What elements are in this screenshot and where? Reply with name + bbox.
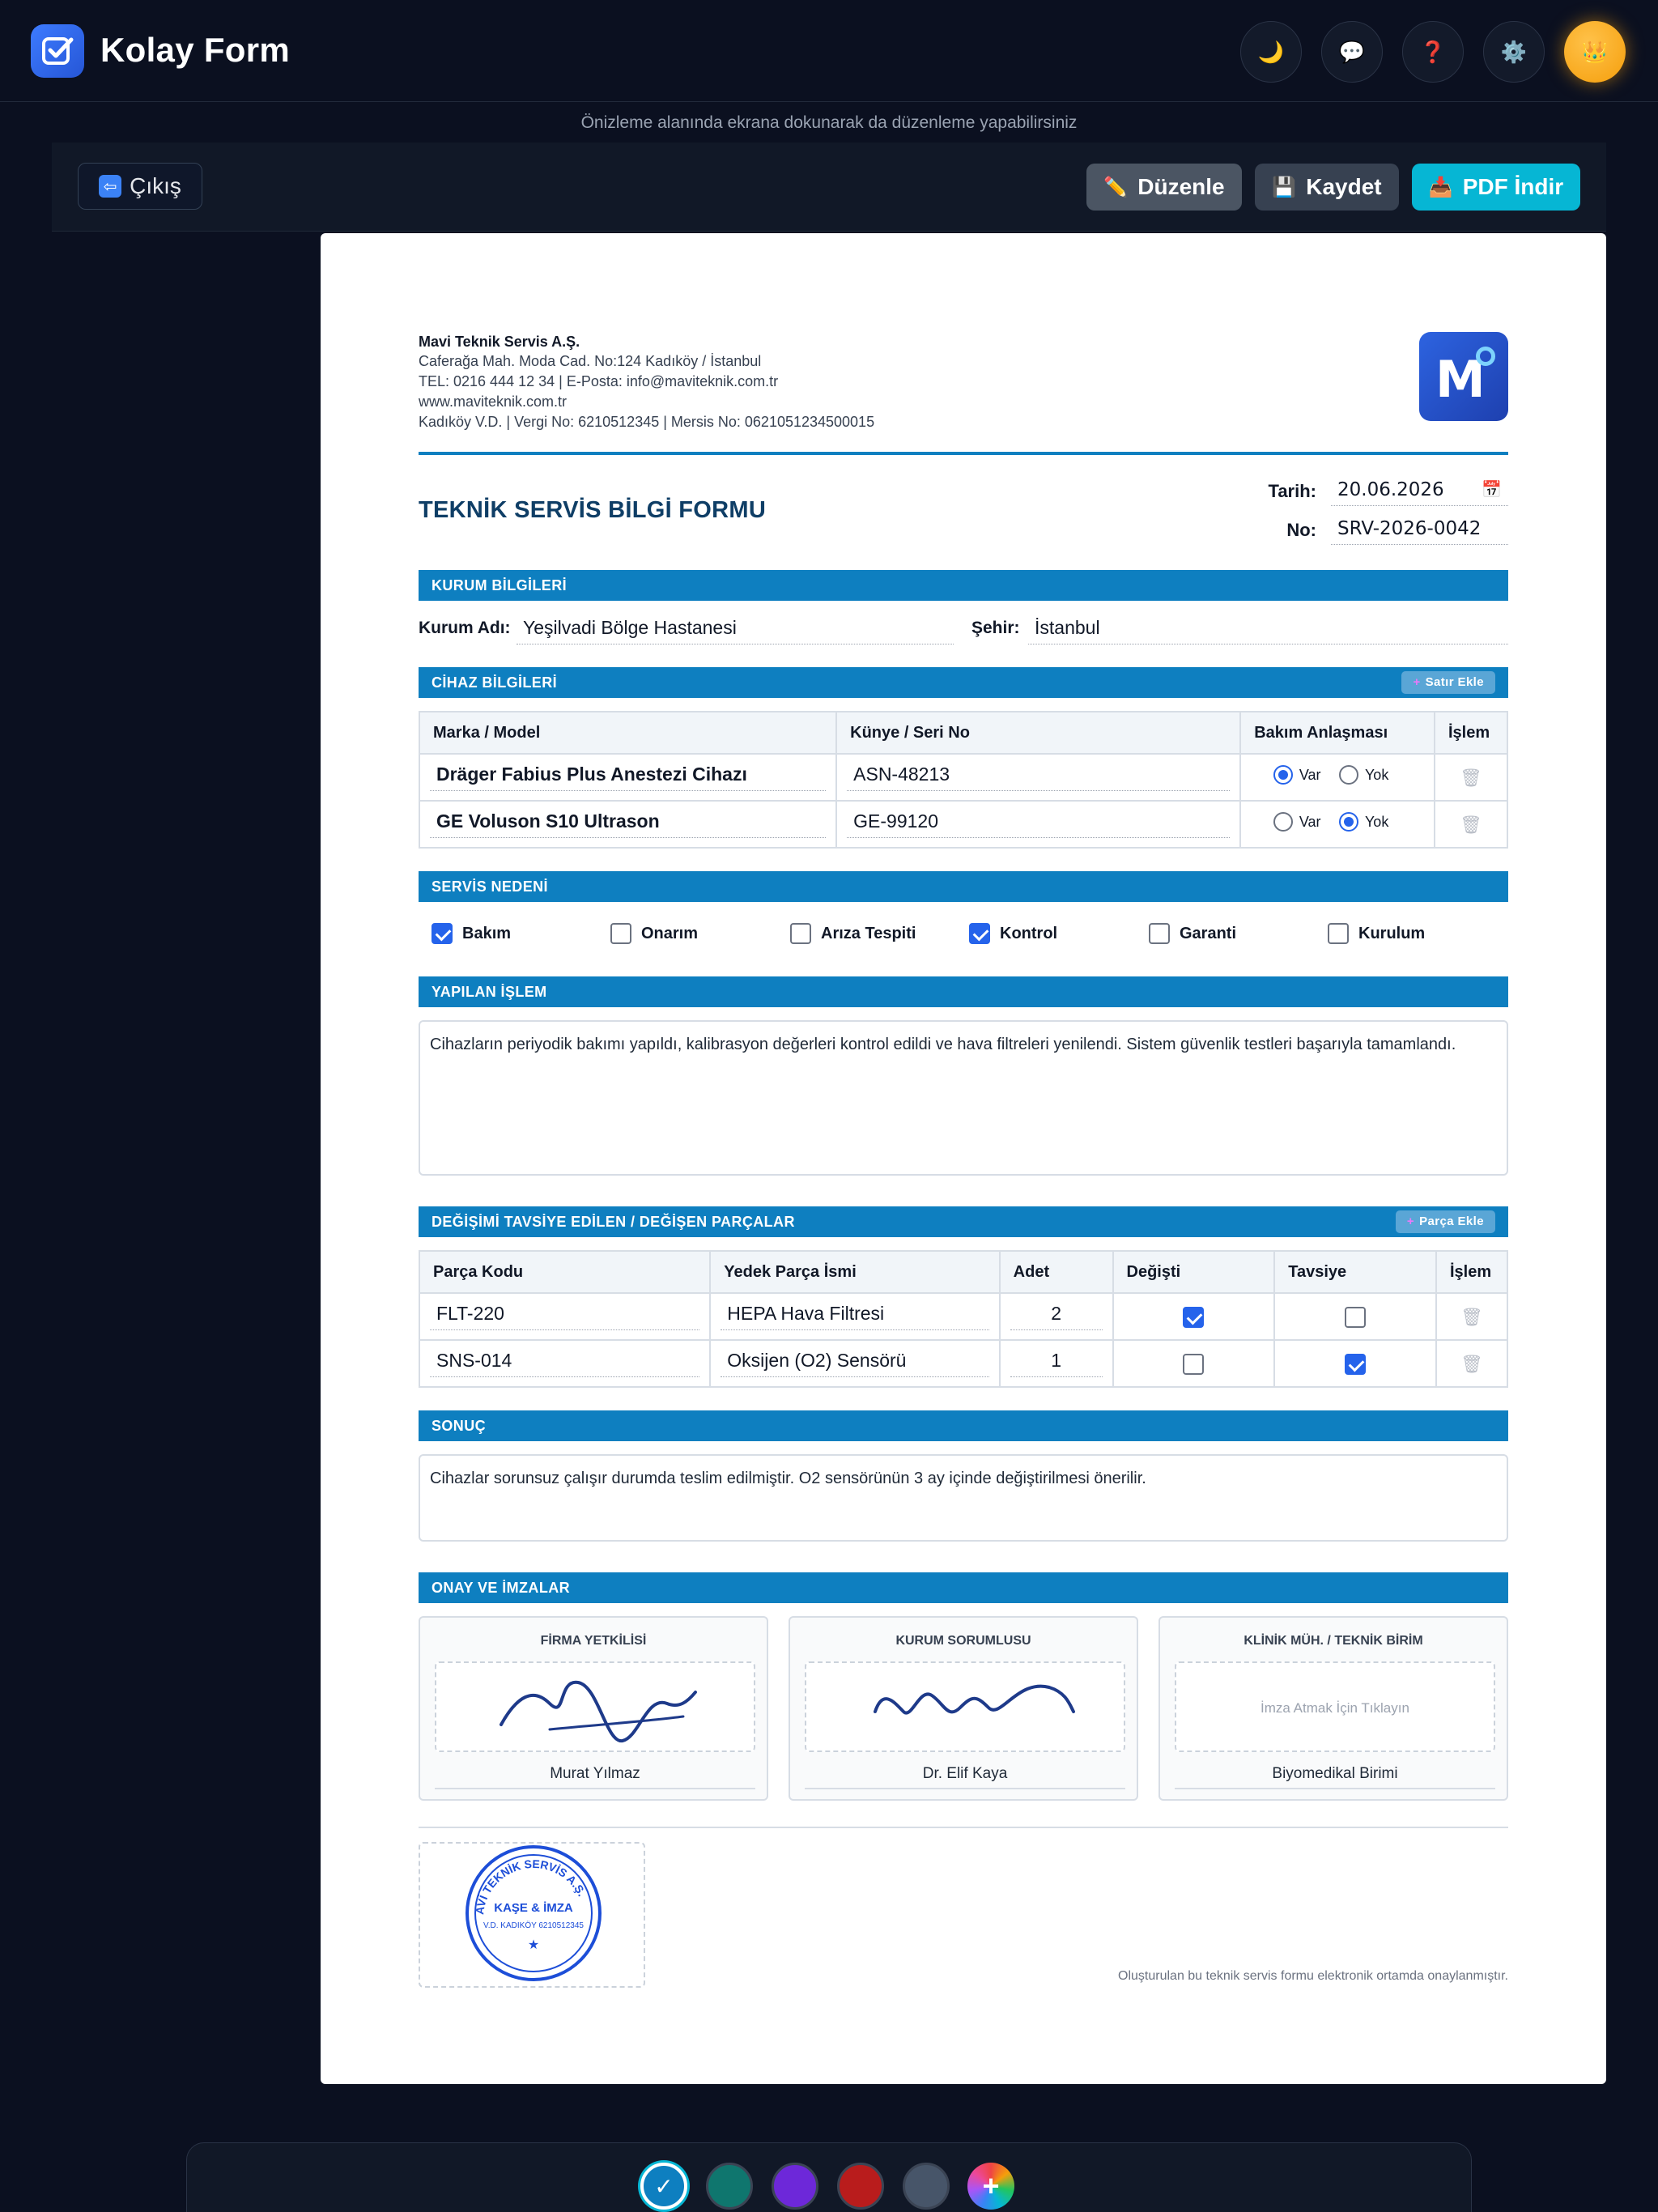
check-icon: ✓ xyxy=(654,2173,674,2199)
checkbox xyxy=(610,923,631,944)
parts-table xyxy=(419,1250,1508,1388)
reason-label: Kurulum xyxy=(1358,924,1426,942)
gear-icon: ⚙️ xyxy=(1500,39,1528,64)
plus-icon: + xyxy=(982,2169,1000,2202)
add-part-label: Parça Ekle xyxy=(1419,1214,1484,1228)
signature-title: KURUM SORUMLUSU xyxy=(895,1634,1031,1648)
radio-label: Yok xyxy=(1364,813,1389,830)
reason-onarim-checkbox[interactable] xyxy=(610,923,698,944)
col-agreement: Bakım Anlaşması xyxy=(1240,712,1435,754)
trash-icon[interactable]: 🗑 xyxy=(1460,1353,1483,1374)
signature-card-kurum xyxy=(789,1616,1138,1801)
color-swatch-teal[interactable] xyxy=(706,2163,753,2210)
signer-name: Dr. Elif Kaya xyxy=(805,1765,1125,1789)
checkbox xyxy=(1328,923,1349,944)
calendar-icon[interactable]: 📅 xyxy=(1482,479,1502,499)
signature-card-firma xyxy=(419,1616,768,1801)
logo-letter: M xyxy=(1435,350,1486,409)
exit-arrow-icon: ⇦ xyxy=(99,175,121,198)
stamp-sub-text: V.D. KADIKÖY 6210512345 xyxy=(483,1921,584,1930)
section-parca xyxy=(419,1206,1508,1237)
footer-divider xyxy=(419,1827,1508,1828)
part-name-field[interactable]: HEPA Hava Filtresi xyxy=(721,1303,988,1330)
company-contact: TEL: 0216 444 12 34 | E-Posta: info@maviteknik.com.tr xyxy=(419,373,779,389)
reason-garanti-checkbox[interactable] xyxy=(1149,923,1236,944)
col-model: Marka / Model xyxy=(419,712,836,754)
checkbox xyxy=(790,923,811,944)
preview-hint: Önizleme alanında ekrana dokunarak da düzenleme yapabilirsiniz xyxy=(580,113,1078,132)
table-row xyxy=(419,801,1507,848)
add-row-label: Satır Ekle xyxy=(1425,675,1484,689)
checkbox xyxy=(969,923,990,944)
checkbox-logo-icon xyxy=(40,33,75,69)
trash-icon[interactable]: 🗑 xyxy=(1460,767,1482,788)
signature-pad[interactable] xyxy=(435,1661,755,1752)
help-icon: ❓ xyxy=(1419,39,1447,64)
trash-icon[interactable]: 🗑 xyxy=(1460,814,1482,835)
section-sonuc-title: SONUÇ xyxy=(432,1418,487,1434)
section-cihaz xyxy=(419,667,1508,698)
table-row xyxy=(419,1293,1507,1340)
section-servis xyxy=(419,871,1508,902)
app-title: Kolay Form xyxy=(100,31,291,69)
footer-note: Oluşturulan bu teknik servis formu elektronik ortamda onaylanmıştır. xyxy=(1118,1969,1508,1983)
download-icon: 📥 xyxy=(1428,176,1453,198)
checkbox xyxy=(432,923,453,944)
kurum-name-label: Kurum Adı: xyxy=(419,619,511,637)
radio-label: Var xyxy=(1299,766,1321,783)
stamp-ring-text: AVİ TEKNİK SERVİS A.Ş. xyxy=(473,1857,589,1916)
part-qty-field[interactable]: 1 xyxy=(1010,1350,1103,1377)
device-serial-field[interactable]: GE-99120 xyxy=(847,810,1230,838)
form-title: TEKNİK SERVİS BİLGİ FORMU xyxy=(419,497,767,523)
section-islem xyxy=(419,976,1508,1007)
company-address: Caferağa Mah. Moda Cad. No:124 Kadıköy / İstanbul xyxy=(419,353,762,369)
chat-icon: 💬 xyxy=(1338,39,1366,64)
company-name: Mavi Teknik Servis A.Ş. xyxy=(419,334,580,350)
help-button[interactable] xyxy=(1402,21,1464,83)
reason-label: Bakım xyxy=(462,924,512,942)
changed-checkbox[interactable] xyxy=(1183,1354,1204,1375)
device-table xyxy=(419,711,1508,849)
radio-dot xyxy=(1339,812,1358,832)
edit-button[interactable] xyxy=(1086,164,1242,211)
reason-ariza-checkbox[interactable] xyxy=(790,923,916,944)
signature-pad[interactable] xyxy=(805,1661,1125,1752)
color-swatch-slate[interactable] xyxy=(903,2163,950,2210)
plus-icon: + xyxy=(1406,1214,1415,1228)
stamp-center-text: KAŞE & İMZA xyxy=(494,1901,573,1915)
part-code-field[interactable]: FLT-220 xyxy=(430,1303,699,1330)
stamp-area[interactable] xyxy=(419,1842,645,1988)
work-done-textarea[interactable]: Cihazların periyodik bakımı yapıldı, kalibrasyon değerleri kontrol edildi ve hava filtreleri yenilendi. Sistem güvenlik testleri başarıyla tamamlandı. xyxy=(419,1020,1508,1176)
custom-color-button[interactable] xyxy=(967,2163,1014,2210)
radio-label: Yok xyxy=(1364,766,1389,783)
color-palette xyxy=(186,2142,1472,2212)
radio-dot xyxy=(1273,812,1293,832)
reason-label: Arıza Tespiti xyxy=(821,924,916,942)
col-changed: Değişti xyxy=(1113,1251,1275,1293)
agreement-no-radio[interactable] xyxy=(1339,812,1388,832)
section-kurum xyxy=(419,570,1508,601)
date-label: Tarih: xyxy=(1268,481,1316,501)
signature-drawing xyxy=(806,1663,1127,1754)
header-divider xyxy=(419,452,1508,455)
save-label: Kaydet xyxy=(1306,174,1382,199)
section-kurum-title: KURUM BİLGİLERİ xyxy=(432,577,567,593)
kurum-name-field[interactable]: Yeşilvadi Bölge Hastanesi xyxy=(517,617,954,644)
add-part-button[interactable] xyxy=(1396,1210,1495,1233)
col-recommended: Tavsiye xyxy=(1274,1251,1436,1293)
add-row-button[interactable] xyxy=(1401,671,1495,694)
date-field[interactable] xyxy=(1331,479,1508,506)
city-label: Şehir: xyxy=(971,619,1020,637)
radio-dot xyxy=(1273,765,1293,785)
recommended-checkbox[interactable] xyxy=(1345,1354,1366,1375)
form-no-field[interactable]: SRV-2026-0042 xyxy=(1331,518,1508,545)
reason-kontrol-checkbox[interactable] xyxy=(969,923,1057,944)
form-paper xyxy=(321,233,1606,2084)
radio-dot xyxy=(1339,765,1358,785)
chat-button[interactable] xyxy=(1321,21,1383,83)
agreement-yes-radio[interactable] xyxy=(1273,812,1321,832)
pdf-download-button[interactable] xyxy=(1412,164,1580,211)
company-stamp xyxy=(420,1844,647,1989)
device-serial-field[interactable]: ASN-48213 xyxy=(847,764,1230,791)
col-action: İşlem xyxy=(1436,1251,1507,1293)
pdf-label: PDF İndir xyxy=(1462,174,1564,199)
section-servis-title: SERVİS NEDENİ xyxy=(432,878,548,895)
device-model-field[interactable]: GE Voluson S10 Ultrason xyxy=(430,810,826,838)
signature-drawing xyxy=(436,1663,757,1754)
changed-checkbox[interactable] xyxy=(1183,1307,1204,1328)
company-web: www.maviteknik.com.tr xyxy=(419,393,568,410)
color-swatch-purple[interactable] xyxy=(772,2163,818,2210)
section-parca-title: DEĞİŞİMİ TAVSİYE EDİLEN / DEĞİŞEN PARÇALAR xyxy=(432,1214,795,1230)
exit-button[interactable] xyxy=(78,163,202,210)
plus-icon: + xyxy=(1413,675,1421,689)
settings-button[interactable] xyxy=(1483,21,1545,83)
part-name-field[interactable]: Oksijen (O2) Sensörü xyxy=(721,1350,988,1377)
part-code-field[interactable]: SNS-014 xyxy=(430,1350,699,1377)
top-bar xyxy=(0,0,1658,102)
signer-name: Murat Yılmaz xyxy=(435,1765,755,1789)
company-logo[interactable] xyxy=(1419,332,1508,421)
reason-label: Kontrol xyxy=(1000,924,1058,942)
col-part-code: Parça Kodu xyxy=(419,1251,710,1293)
company-tax: Kadıköy V.D. | Vergi No: 6210512345 | Mersis No: 0621051234500015 xyxy=(419,414,875,430)
logo-ring-icon xyxy=(1476,347,1495,366)
save-button[interactable] xyxy=(1255,164,1399,211)
agreement-no-radio[interactable] xyxy=(1339,765,1388,785)
signature-title: FİRMA YETKİLİSİ xyxy=(540,1634,647,1648)
reason-label: Onarım xyxy=(641,924,699,942)
stamp-star-icon: ★ xyxy=(527,1938,540,1952)
premium-button[interactable] xyxy=(1564,21,1626,83)
table-row xyxy=(419,1340,1507,1387)
moon-icon: 🌙 xyxy=(1257,39,1285,64)
col-part-name: Yedek Parça İsmi xyxy=(710,1251,999,1293)
device-table-header xyxy=(419,712,1507,754)
dark-mode-button[interactable] xyxy=(1240,21,1302,83)
signature-pad[interactable] xyxy=(1175,1661,1495,1752)
pencil-icon: ✏️ xyxy=(1103,176,1129,198)
reason-kurulum-checkbox[interactable] xyxy=(1328,923,1425,944)
section-sonuc xyxy=(419,1410,1508,1441)
table-row xyxy=(419,754,1507,801)
col-action: İşlem xyxy=(1435,712,1507,754)
city-field[interactable]: İstanbul xyxy=(1028,617,1508,644)
trash-icon[interactable]: 🗑 xyxy=(1460,1306,1483,1327)
signature-title: KLİNİK MÜH. / TEKNİK BİRİM xyxy=(1244,1634,1423,1648)
recommended-checkbox[interactable] xyxy=(1345,1307,1366,1328)
color-swatch-blue[interactable] xyxy=(640,2163,687,2210)
radio-label: Var xyxy=(1299,813,1321,830)
no-label: No: xyxy=(1286,520,1316,540)
col-qty: Adet xyxy=(1000,1251,1113,1293)
exit-label: Çıkış xyxy=(130,173,181,198)
signature-card-klinik xyxy=(1158,1616,1508,1801)
app-logo-icon xyxy=(31,24,84,78)
result-textarea[interactable]: Cihazlar sorunsuz çalışır durumda teslim edilmiştir. O2 sensörünün 3 ay içinde değiştirilmesi önerilir. xyxy=(419,1454,1508,1542)
color-swatch-red[interactable] xyxy=(837,2163,884,2210)
checkbox xyxy=(1149,923,1170,944)
section-islem-title: YAPILAN İŞLEM xyxy=(432,984,547,1000)
col-serial: Künye / Seri No xyxy=(836,712,1240,754)
reason-bakim-checkbox[interactable] xyxy=(432,923,511,944)
crown-icon: 👑 xyxy=(1581,39,1609,64)
edit-label: Düzenle xyxy=(1137,174,1225,199)
device-model-field[interactable]: Dräger Fabius Plus Anestezi Cihazı xyxy=(430,764,826,791)
section-onay xyxy=(419,1572,1508,1603)
section-cihaz-title: CİHAZ BİLGİLERİ xyxy=(432,674,557,691)
floppy-icon: 💾 xyxy=(1272,176,1297,198)
agreement-yes-radio[interactable] xyxy=(1273,765,1321,785)
parts-table-header xyxy=(419,1251,1507,1293)
part-qty-field[interactable]: 2 xyxy=(1010,1303,1103,1330)
date-value: 20.06.2026 xyxy=(1337,479,1444,500)
signer-name: Biyomedikal Birimi xyxy=(1175,1765,1495,1789)
section-onay-title: ONAY VE İMZALAR xyxy=(432,1580,571,1596)
signature-hint: İmza Atmak İçin Tıklayın xyxy=(1261,1700,1409,1716)
action-bar xyxy=(52,143,1606,232)
reason-label: Garanti xyxy=(1180,924,1237,942)
